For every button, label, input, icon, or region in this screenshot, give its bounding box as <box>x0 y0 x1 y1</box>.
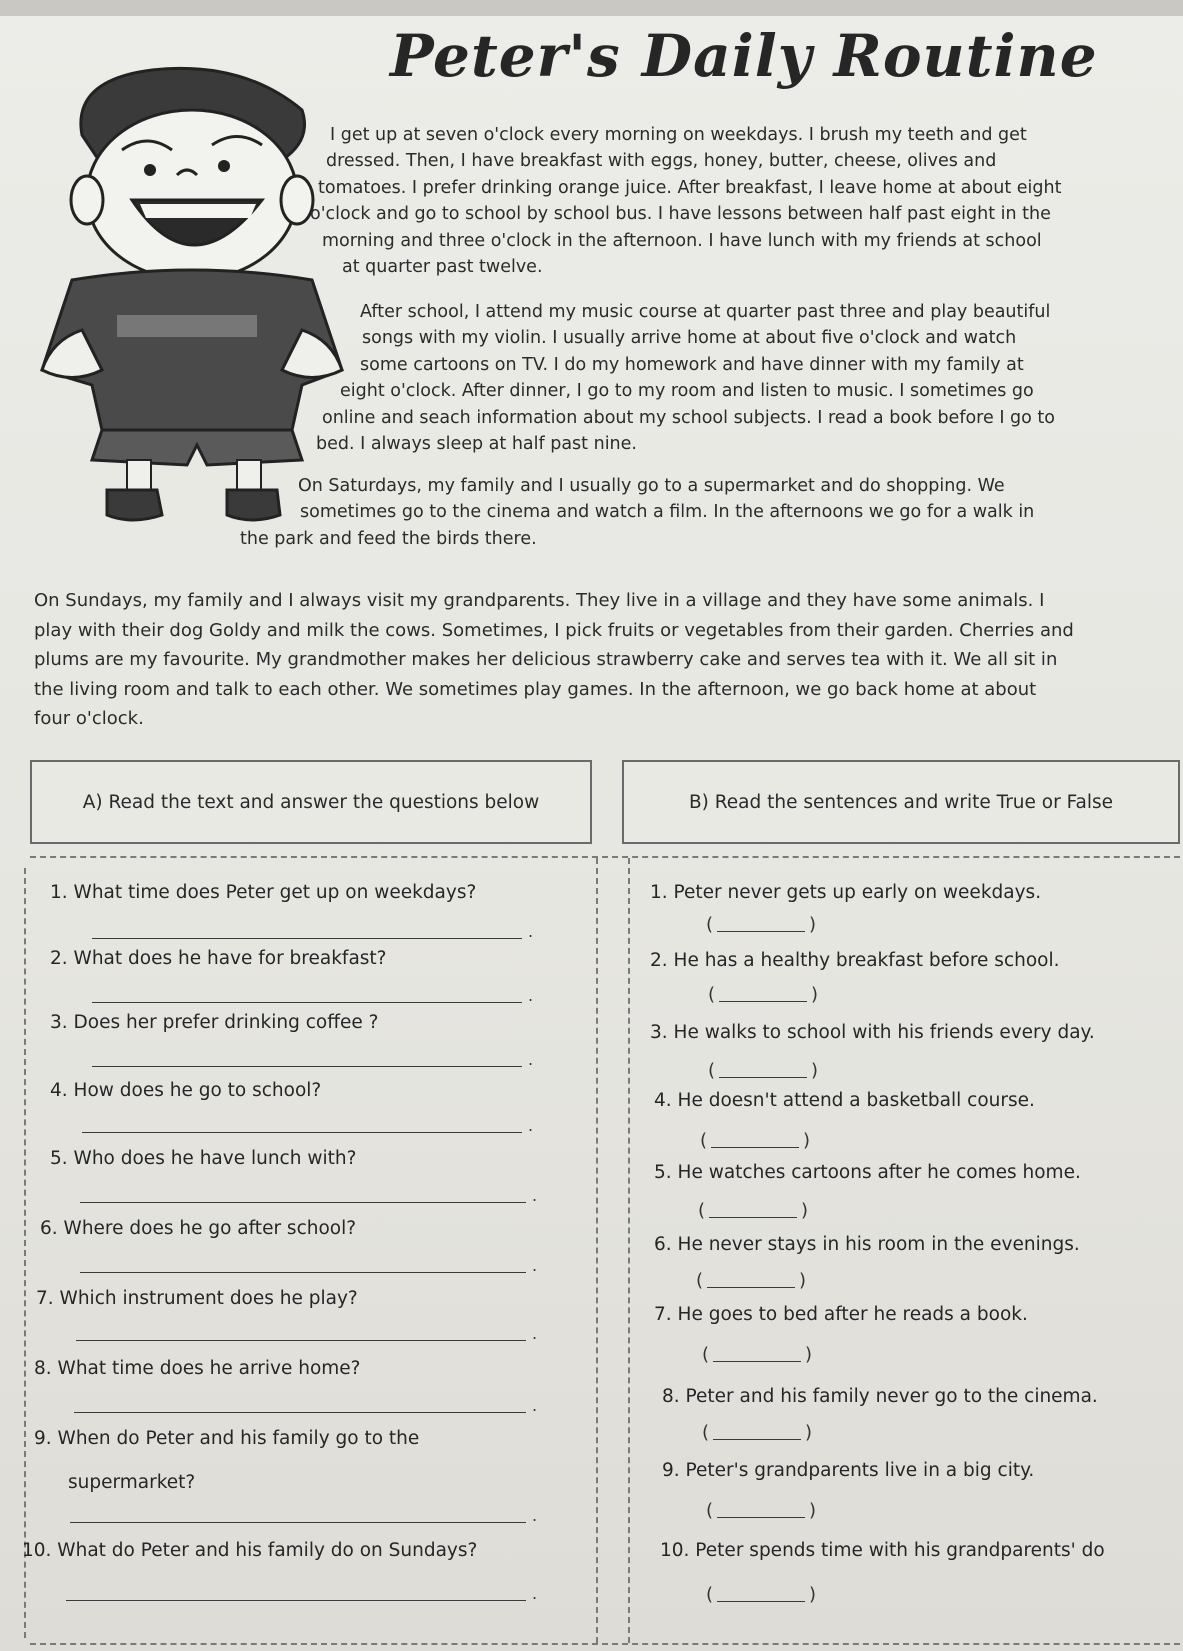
left-eye <box>144 164 156 176</box>
left-shoe <box>107 490 162 520</box>
paragraph-weekday-morning <box>310 122 1073 280</box>
page-title: Peter's Daily Routine <box>390 22 1098 90</box>
left-ear <box>71 176 103 224</box>
statement-6: 6. He never stays in his room in the evenings. <box>654 1234 1080 1255</box>
text-line: online and seach information about my school subjects. I read a book before I go to <box>322 407 1055 428</box>
paren-open: ( <box>708 1060 716 1081</box>
answer-dot: . <box>532 1584 538 1603</box>
answer-line-6[interactable] <box>80 1272 526 1273</box>
text-line: After school, I attend my music course at quarter past three and play beautiful <box>360 302 1051 322</box>
statement-5: 5. He watches cartoons after he comes home. <box>654 1162 1081 1183</box>
answer-line-4[interactable] <box>82 1132 522 1133</box>
tf-blank-2[interactable] <box>708 984 818 1005</box>
face <box>87 110 297 280</box>
answer-dot: . <box>532 1396 538 1415</box>
paren-open: ( <box>708 984 716 1005</box>
question-10: 10. What do Peter and his family do on Sundays? <box>22 1540 478 1561</box>
paren-close: ) <box>811 1060 819 1081</box>
answer-dot: . <box>532 1324 538 1343</box>
answer-dot: . <box>528 1050 534 1069</box>
question-7: 7. Which instrument does he play? <box>36 1288 358 1309</box>
answer-blank[interactable] <box>717 1601 805 1602</box>
answer-line-9[interactable] <box>70 1522 526 1523</box>
answer-line-8[interactable] <box>74 1412 526 1413</box>
question-3: 3. Does her prefer drinking coffee ? <box>50 1012 379 1033</box>
answer-dot: . <box>532 1506 538 1525</box>
answer-line-2[interactable] <box>92 1002 522 1003</box>
answer-blank[interactable] <box>719 1001 807 1002</box>
text-line: morning and three o'clock in the afternoon. I have lunch with my friends at school <box>322 230 1042 251</box>
text-line: eight o'clock. After dinner, I go to my room and listen to music. I sometimes go <box>340 381 1034 402</box>
section-a-heading: A) Read the text and answer the questions below <box>30 760 592 844</box>
answer-line-1[interactable] <box>92 938 522 939</box>
question-1: 1. What time does Peter get up on weekdays? <box>50 882 477 903</box>
statement-8: 8. Peter and his family never go to the cinema. <box>662 1386 1098 1407</box>
paren-close: ) <box>805 1344 813 1365</box>
paren-open: ( <box>702 1344 710 1365</box>
statement-4: 4. He doesn't attend a basketball course. <box>654 1090 1035 1111</box>
statement-2: 2. He has a healthy breakfast before school. <box>650 950 1060 971</box>
teeth <box>140 204 256 218</box>
question-2: 2. What does he have for breakfast? <box>50 948 387 969</box>
divider-middle-b <box>628 858 630 1643</box>
tf-blank-9[interactable] <box>706 1500 816 1521</box>
divider-left <box>24 868 26 1638</box>
answer-dot: . <box>528 1116 534 1135</box>
question-4: 4. How does he go to school? <box>50 1080 322 1101</box>
text-line: plums are my favourite. My grandmother makes her delicious strawberry cake and serves tea with it. We all sit in <box>34 649 1058 670</box>
answer-blank[interactable] <box>711 1147 799 1148</box>
text-line: some cartoons on TV. I do my homework and have dinner with my family at <box>360 354 1024 375</box>
question-9: 9. When do Peter and his family go to the <box>34 1428 420 1449</box>
answer-line-5[interactable] <box>80 1202 526 1203</box>
paren-close: ) <box>809 1500 817 1521</box>
text-line: four o'clock. <box>34 708 144 729</box>
answer-blank[interactable] <box>709 1217 797 1218</box>
tf-blank-3[interactable] <box>708 1060 818 1081</box>
paren-open: ( <box>706 914 714 935</box>
paren-open: ( <box>706 1584 714 1605</box>
text-line: at quarter past twelve. <box>342 257 543 278</box>
shirt-stripe <box>117 315 257 337</box>
divider-middle-a <box>596 858 598 1643</box>
answer-dot: . <box>528 986 534 1005</box>
left-leg <box>127 460 151 490</box>
paragraph-saturdays <box>240 473 1035 552</box>
answer-blank[interactable] <box>717 931 805 932</box>
paren-open: ( <box>700 1130 708 1151</box>
answer-line-3[interactable] <box>92 1066 522 1067</box>
paren-open: ( <box>702 1422 710 1443</box>
section-b-heading: B) Read the sentences and write True or False <box>622 760 1180 844</box>
tf-blank-6[interactable] <box>696 1270 806 1291</box>
question-8: 8. What time does he arrive home? <box>34 1358 361 1379</box>
text-line: o'clock and go to school by school bus. I have lessons between half past eight in the <box>310 204 1051 225</box>
paren-open: ( <box>698 1200 706 1221</box>
text-line: tomatoes. I prefer drinking orange juice. After breakfast, I leave home at about eight <box>318 177 1062 198</box>
paren-close: ) <box>811 984 819 1005</box>
tf-blank-4[interactable] <box>700 1130 810 1151</box>
divider-bottom <box>30 1643 1180 1645</box>
statement-9: 9. Peter's grandparents live in a big city. <box>662 1460 1035 1481</box>
text-line: bed. I always sleep at half past nine. <box>316 434 637 455</box>
right-eye <box>218 160 230 172</box>
tf-blank-7[interactable] <box>702 1344 812 1365</box>
answer-line-10[interactable] <box>66 1600 526 1601</box>
text-line: sometimes go to the cinema and watch a film. In the afternoons we go for a walk in <box>300 502 1035 523</box>
text-line: songs with my violin. I usually arrive home at about five o'clock and watch <box>362 328 1017 349</box>
answer-dot: . <box>528 922 534 941</box>
paren-close: ) <box>809 1584 817 1605</box>
answer-blank[interactable] <box>713 1361 801 1362</box>
text-line: On Saturdays, my family and I usually go to a supermarket and do shopping. We <box>298 476 1005 496</box>
divider-top <box>30 856 1180 858</box>
tf-blank-1[interactable] <box>706 914 816 935</box>
paren-close: ) <box>805 1422 813 1443</box>
statement-7: 7. He goes to bed after he reads a book. <box>654 1304 1028 1325</box>
answer-dot: . <box>532 1256 538 1275</box>
answer-blank[interactable] <box>713 1439 801 1440</box>
text-line: the living room and talk to each other. We sometimes play games. In the afternoon, we go back home at about <box>34 678 1037 700</box>
text-line: play with their dog Goldy and milk the cows. Sometimes, I pick fruits or vegetables from their garden. Cherries and <box>34 619 1074 641</box>
statement-10: 10. Peter spends time with his grandparents' do <box>660 1540 1105 1561</box>
question-6: 6. Where does he go after school? <box>40 1218 357 1239</box>
boy-illustration <box>12 40 352 540</box>
text-line: On Sundays, my family and I always visit my grandparents. They live in a village and they have some animals. I <box>34 590 1045 611</box>
question-9-cont: supermarket? <box>68 1472 196 1493</box>
page-top-edge <box>0 0 1183 16</box>
tf-blank-5[interactable] <box>698 1200 808 1221</box>
paren-open: ( <box>696 1270 704 1291</box>
paren-close: ) <box>799 1270 807 1291</box>
statement-1: 1. Peter never gets up early on weekdays. <box>650 882 1042 903</box>
paren-close: ) <box>803 1130 811 1151</box>
paren-close: ) <box>809 914 817 935</box>
answer-line-7[interactable] <box>76 1340 526 1341</box>
text-line: I get up at seven o'clock every morning on weekdays. I brush my teeth and get <box>330 125 1027 145</box>
answer-dot: . <box>532 1186 538 1205</box>
paragraph-after-school <box>316 299 1063 457</box>
answer-blank[interactable] <box>719 1077 807 1078</box>
answer-blank[interactable] <box>707 1287 795 1288</box>
right-ear <box>281 176 313 224</box>
statement-3: 3. He walks to school with his friends every day. <box>650 1022 1095 1043</box>
paren-open: ( <box>706 1500 714 1521</box>
text-line: dressed. Then, I have breakfast with eggs, honey, butter, cheese, olives and <box>326 151 997 172</box>
answer-blank[interactable] <box>717 1517 805 1518</box>
shorts <box>92 430 302 465</box>
paragraph-sundays <box>34 586 1074 734</box>
tf-blank-8[interactable] <box>702 1422 812 1443</box>
paren-close: ) <box>801 1200 809 1221</box>
question-5: 5. Who does he have lunch with? <box>50 1148 357 1169</box>
text-line: the park and feed the birds there. <box>240 528 537 549</box>
tf-blank-10[interactable] <box>706 1584 816 1605</box>
